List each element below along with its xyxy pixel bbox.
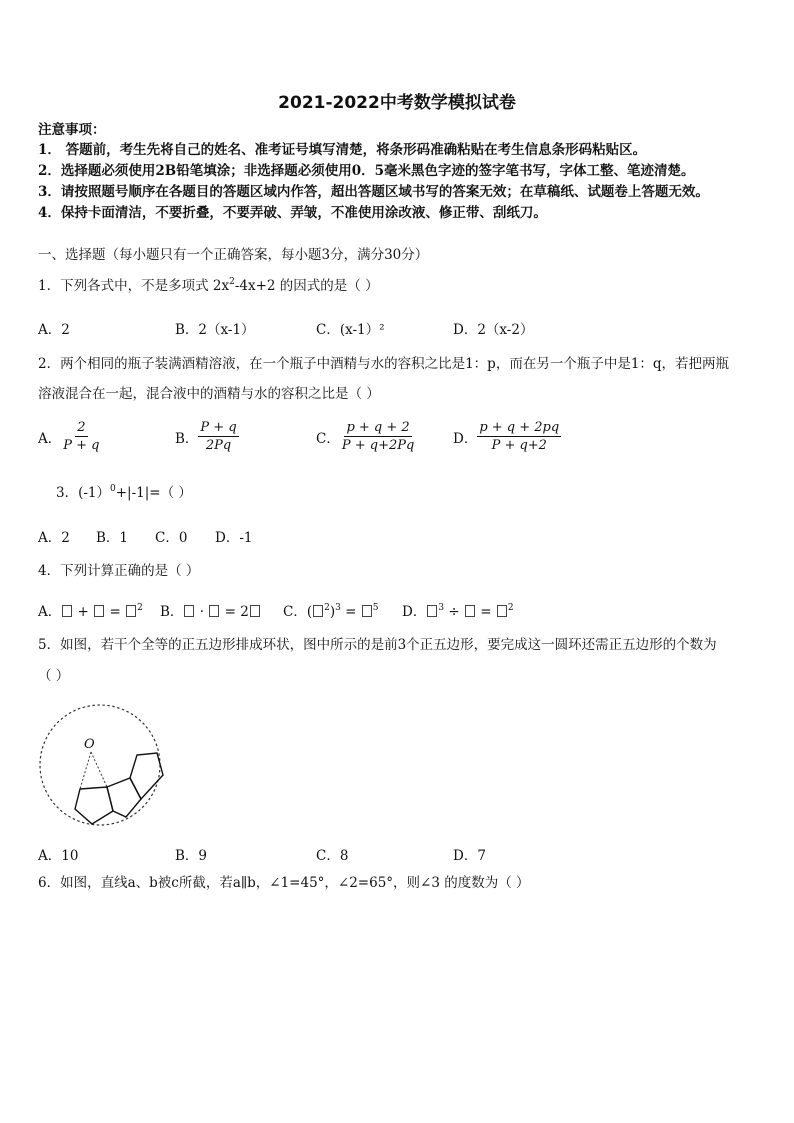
- section-heading: 一、选择题（每小题只有一个正确答案，每小题3分，满分30分）: [38, 247, 429, 263]
- q1-option-b: B．2（x-1）: [175, 322, 255, 338]
- q2-c-label: C．: [316, 430, 340, 447]
- placeholder-box: [362, 605, 372, 617]
- question-2-line2: 溶液混合在一起，混合液中的酒精与水的容积之比是（ ）: [38, 386, 380, 402]
- placeholder-box: [126, 605, 136, 617]
- dashed-circle: [40, 705, 160, 825]
- notice-item: 4．保持卡面清洁，不要折叠，不要弄破、弄皱，不准使用涂改液、修正带、刮纸刀。: [38, 205, 547, 221]
- q4-c-eq: =: [340, 604, 361, 620]
- q2-a-label: A．: [38, 430, 62, 447]
- q4-a-eq: =: [105, 604, 126, 620]
- q2-c-denominator: P + q+2Pq: [341, 438, 415, 453]
- placeholder-box: [497, 605, 507, 617]
- q2-option-c: [316, 420, 416, 453]
- q3-stem-a: 3．(-1）: [56, 485, 111, 501]
- notice-item: 1． 答题前，考生先将自己的姓名、准考证号填写清楚，将条形码准确粘贴在考生信息条形码粘贴区。: [38, 142, 647, 158]
- q1-option-d: D．2（x-2）: [453, 322, 534, 338]
- question-4-stem: 4．下列计算正确的是（ ）: [38, 563, 200, 579]
- page-title: 2021-2022中考数学模拟试卷: [278, 93, 516, 113]
- q5-option-b: B．9: [175, 848, 208, 864]
- q2-b-fraction: [198, 420, 238, 453]
- q4-option-d: [402, 600, 514, 620]
- placeholder-box: [184, 605, 194, 617]
- q2-c-numerator: p + q + 2: [346, 420, 410, 435]
- q4-option-a: [38, 600, 143, 620]
- q2-option-d: [453, 420, 561, 453]
- q3-option-b: B．1: [96, 530, 129, 546]
- q4-a-label: A．: [38, 604, 62, 620]
- q1-stem-b: -4x+2 的因式的是（ ）: [234, 278, 379, 294]
- q4-c-sup1: 2: [324, 603, 330, 613]
- q3-option-d: D．-1: [215, 530, 253, 546]
- placeholder-box: [209, 605, 219, 617]
- q4-option-c: [283, 600, 379, 620]
- notice-item: 2．选择题必须使用2B铅笔填涂；非选择题必须使用0．5毫米黑色字迹的签字笔书写，字体工整、笔迹清楚。: [38, 163, 695, 179]
- q2-b-numerator: P + q: [200, 420, 237, 435]
- question-2-line1: 2．两个相同的瓶子装满酒精溶液，在一个瓶子中酒精与水的容积之比是1：p，而在另一个瓶子中是1：q，若把两瓶: [38, 356, 730, 372]
- q3-stem-b: +|-1|=（ ）: [115, 485, 192, 501]
- question-3-stem: [56, 485, 192, 502]
- placeholder-box: [62, 605, 72, 617]
- q4-c-sup3: 5: [372, 603, 379, 613]
- dashed-radius: [91, 752, 107, 787]
- q2-a-fraction: [61, 420, 101, 453]
- q4-d-eq: =: [475, 604, 496, 620]
- q4-option-b: [160, 600, 261, 620]
- notice-item: 3．请按照题号顺序在各题目的答题区域内作答，超出答题区域书写的答案无效；在草稿纸、试题卷上答题无效。: [38, 184, 709, 200]
- placeholder-box: [94, 605, 104, 617]
- q4-d-label: D．: [402, 604, 427, 620]
- q4-a-sup: 2: [137, 603, 143, 613]
- q4-c-post: ): [329, 604, 336, 620]
- q2-option-b: [175, 420, 239, 453]
- placeholder-box: [250, 605, 260, 617]
- q2-d-numerator: p + q + 2pq: [479, 420, 560, 435]
- question-1-stem: [38, 278, 379, 295]
- q2-b-label: B．: [175, 430, 199, 447]
- q4-d-mid: ÷: [444, 604, 464, 620]
- dashed-radius: [80, 752, 91, 789]
- question-5-line2: （ ）: [38, 668, 70, 684]
- q2-d-fraction: [477, 420, 561, 453]
- center-label: O: [84, 737, 95, 752]
- q2-c-fraction: [340, 420, 416, 453]
- q3-option-c: C．0: [155, 530, 188, 546]
- q2-option-a: [38, 420, 101, 453]
- pentagon-ring-figure: [30, 695, 170, 835]
- q5-option-d: D．7: [453, 848, 486, 864]
- q2-a-denominator: P + q: [63, 438, 100, 453]
- q2-d-denominator: P + q+2: [491, 438, 547, 453]
- q3-option-a: A．2: [38, 530, 70, 546]
- q4-b-mid: ·: [195, 604, 209, 620]
- q4-d-sup1: 3: [438, 603, 445, 613]
- q2-a-numerator: 2: [77, 420, 86, 435]
- q5-option-c: C．8: [316, 848, 349, 864]
- q4-a-mid: +: [73, 604, 94, 620]
- q4-c-pre: (: [306, 604, 313, 620]
- placeholder-box: [465, 605, 475, 617]
- q4-b-eq: = 2: [220, 604, 249, 620]
- q4-c-sup2: 3: [335, 603, 341, 613]
- pentagon-3: [130, 753, 163, 799]
- q1-stem-a: 1．下列各式中，不是多项式 2x: [38, 278, 230, 294]
- q1-option-c: C．(x-1）²: [316, 322, 385, 338]
- q4-b-label: B．: [160, 604, 184, 620]
- q1-stem-sup: 2: [229, 277, 235, 287]
- q2-d-label: D．: [453, 430, 478, 447]
- q2-b-denominator: 2Pq: [205, 438, 232, 453]
- placeholder-box: [313, 605, 323, 617]
- placeholder-box: [427, 605, 437, 617]
- q5-option-a: A．10: [38, 848, 79, 864]
- notice-heading: 注意事项：: [38, 122, 106, 138]
- q3-stem-sup: 0: [110, 484, 116, 494]
- q4-d-sup2: 2: [507, 603, 514, 613]
- question-5-line1: 5．如图，若干个全等的正五边形排成环状，图中所示的是前3个正五边形，要完成这一圆环还需正五边形的个数为: [38, 637, 717, 653]
- q4-c-label: C．: [283, 604, 307, 620]
- question-6-stem: 6．如图，直线a、b被c所截，若a∥b，∠1=45°，∠2=65°，则∠3 的度数为（ ）: [38, 875, 530, 891]
- q1-option-a: A．2: [38, 322, 70, 338]
- pentagon-1: [75, 787, 113, 824]
